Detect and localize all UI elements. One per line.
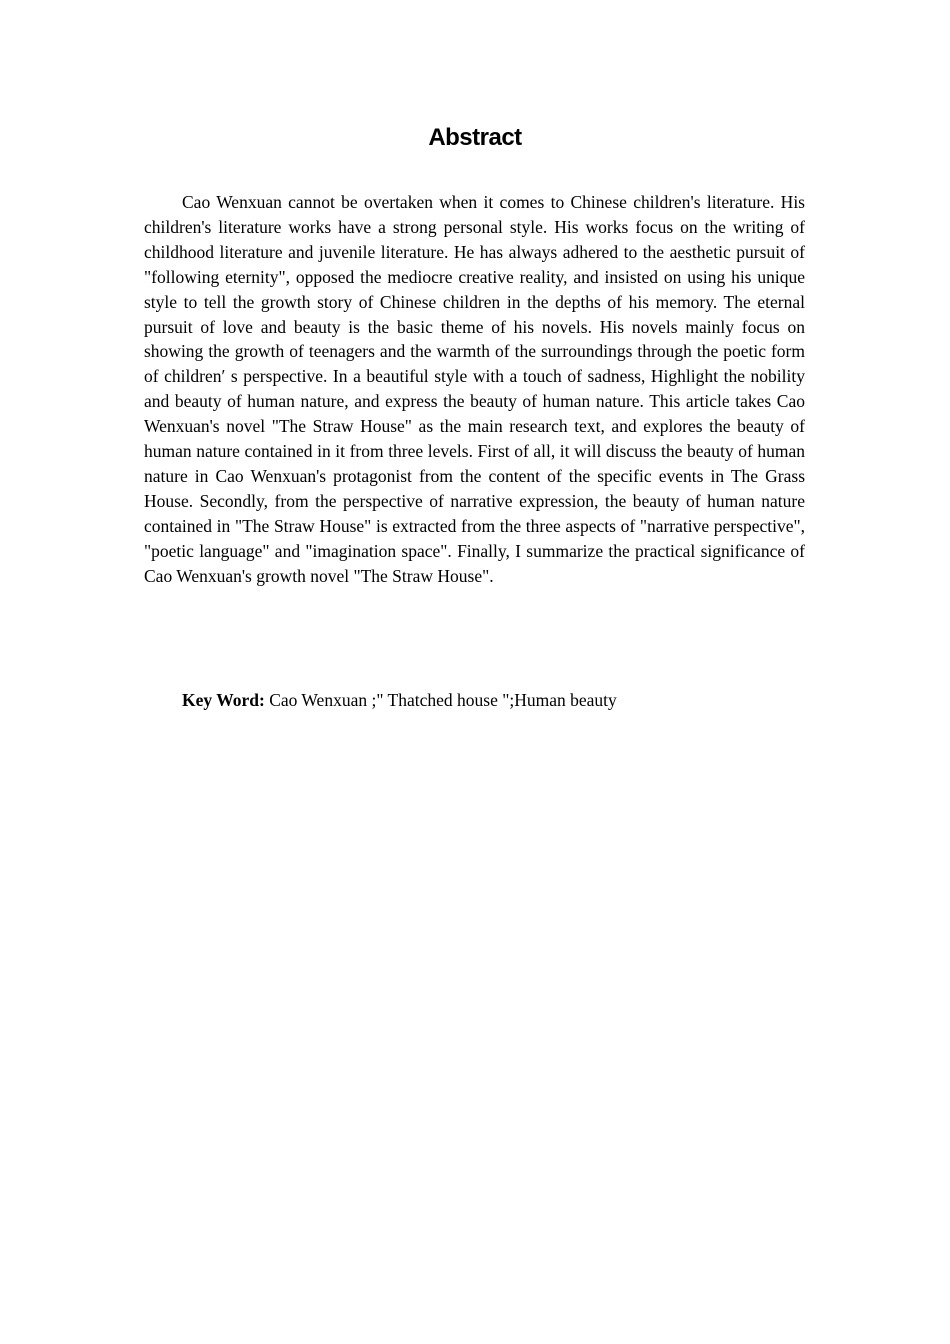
- page-title: Abstract: [428, 124, 522, 151]
- abstract-paragraph: Cao Wenxuan cannot be overtaken when it comes to Chinese children's literature. His children's literature works have a strong personal style. His works focus on the writing of childhood literature and juvenile literature. He has always adhered to the aesthetic pursuit of "following eternity", opposed the mediocre creative reality, and insisted on using his unique style to tell the growth story of Chinese children in the depths of his memory. The eternal pursuit of love and beauty is the basic theme of his novels. His novels mainly focus on showing the growth of teenagers and the warmth of the surroundings through the poetic form of children′ s perspective. In a beautiful style with a touch of sadness, Highlight the nobility and beauty of human nature, and express the beauty of human nature. This article takes Cao Wenxuan's novel "The Straw House" as the main research text, and explores the beauty of human nature contained in it from three levels. First of all, it will discuss the beauty of human nature in Cao Wenxuan's protagonist from the content of the specific events in The Grass House. Secondly, from the perspective of narrative expression, the beauty of human nature contained in "The Straw House" is extracted from the three aspects of "narrative perspective", "poetic language" and "imagination space". Finally, I summarize the practical significance of Cao Wenxuan's growth novel "The Straw House".: [144, 192, 805, 586]
- keywords-label: Key Word:: [182, 690, 265, 710]
- keywords-line: [182, 688, 805, 712]
- keywords-value: Cao Wenxuan ;" Thatched house ";Human beauty: [269, 690, 617, 710]
